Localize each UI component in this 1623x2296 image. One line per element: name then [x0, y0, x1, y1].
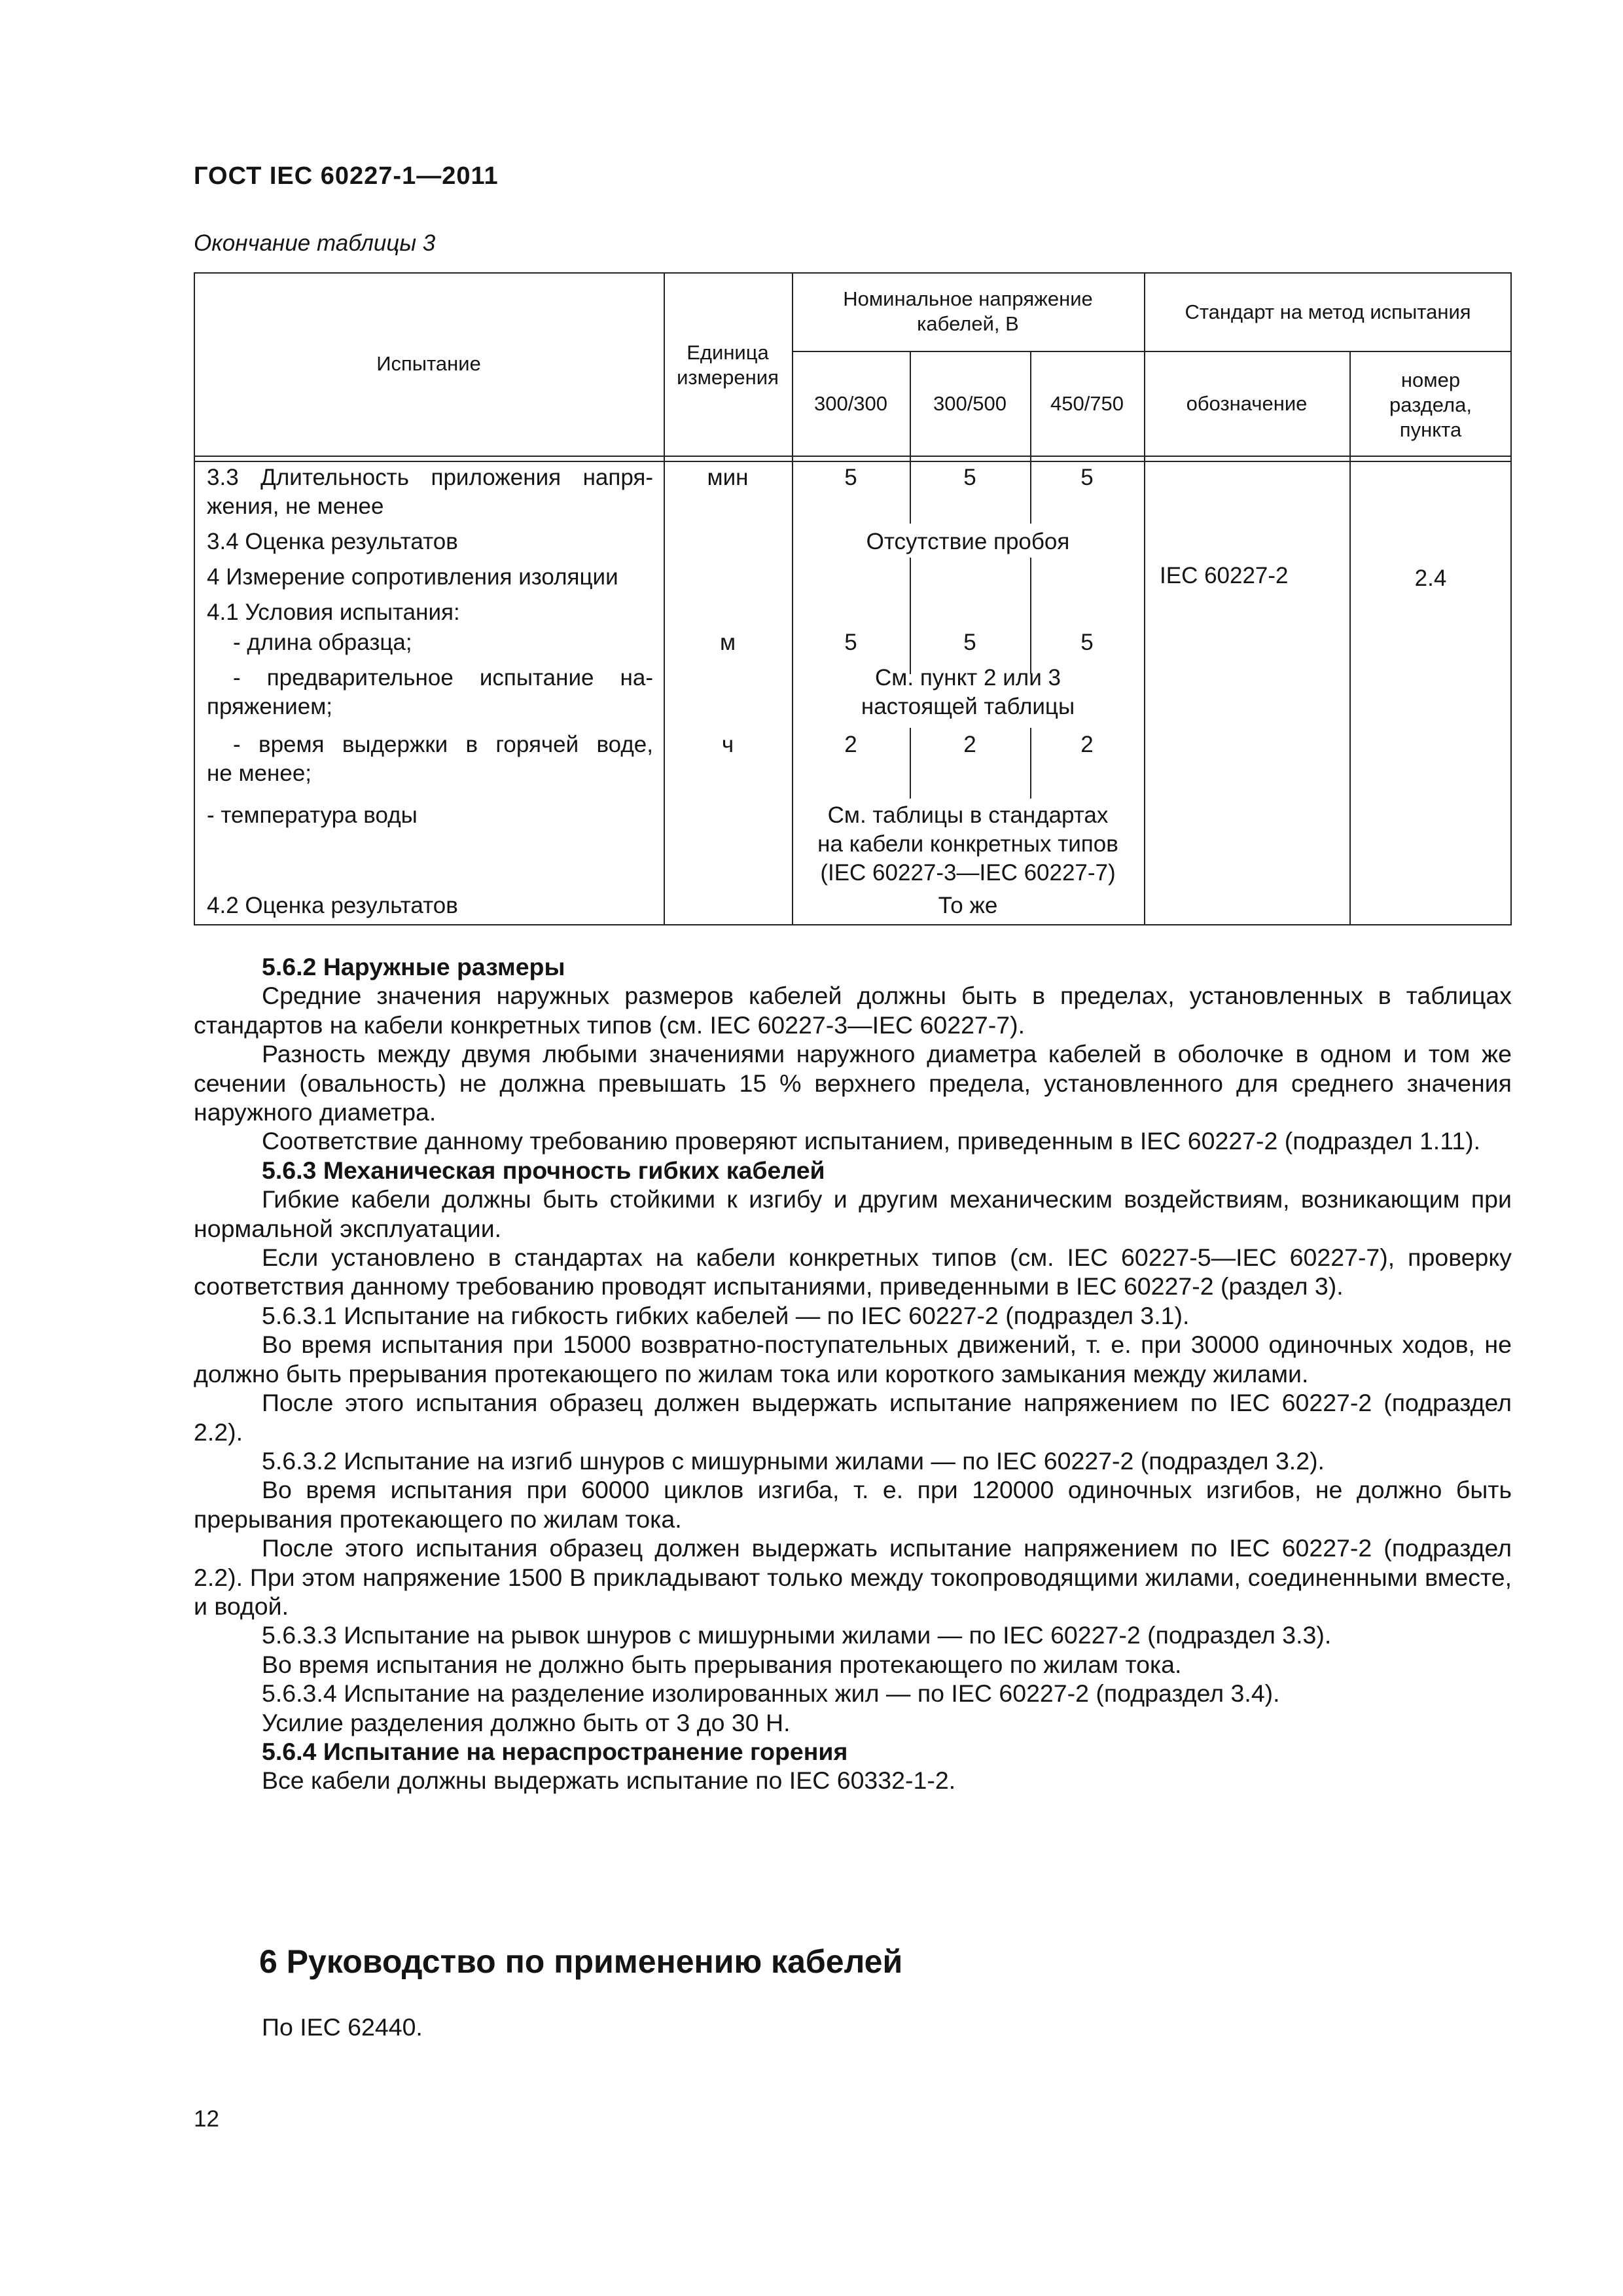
row-value: 2 — [963, 732, 976, 757]
row-label: пряжением; — [207, 694, 332, 719]
table-rule-bottom — [194, 924, 1512, 925]
paragraph: Усилие разделения должно быть от 3 до 30 Н. — [262, 1708, 791, 1736]
row-label: - время выдержки в горячей воде, — [233, 732, 653, 757]
header-section-line: раздела, — [1389, 393, 1472, 416]
document-header: ГОСТ IEC 60227-1—2011 — [194, 162, 499, 190]
table-rule-subheader — [792, 351, 1512, 352]
row-unit: м — [719, 630, 736, 655]
paragraph: Разность между двумя любыми значениями наружного диаметра кабелей в оболочке в одном и том же сечении (овальность) не должна превышать 15 % верхнего предела, установленного для среднего значения наружного диаметра. — [194, 1040, 1512, 1126]
row-merged-value: Отсутствие пробоя — [866, 529, 1070, 554]
row-value: 2 — [1080, 732, 1094, 757]
table-rule-top — [194, 272, 1512, 274]
paragraph: 5.6.3.4 Испытание на разделение изолированных жил — по IEC 60227-2 (подраздел 3.4). — [262, 1679, 1280, 1708]
row-label: жения, не менее — [207, 493, 384, 519]
header-voltage-300-500: 300/500 — [933, 392, 1007, 415]
paragraph: Соответствие данному требованию проверяют испытанием, приведенным в IEC 60227-2 (подраздел 1.11). — [262, 1127, 1481, 1155]
row-label: - длина образца; — [233, 630, 412, 655]
test-table — [194, 272, 1512, 925]
header-standard: Стандарт на метод испытания — [1185, 300, 1471, 323]
row-label: 4 Измерение сопротивления изоляции — [207, 564, 618, 590]
paragraph: Во время испытания при 60000 циклов изгиба, т. е. при 120000 одиночных изгибов, не должно быть прерывания протекающего по жилам тока. — [194, 1476, 1512, 1533]
row-value: 5 — [844, 465, 857, 490]
row-merged-value: То же — [938, 893, 998, 918]
table-rule-col-standard — [1144, 272, 1145, 925]
section-6-text: По IEC 62440. — [262, 2013, 423, 2041]
header-voltage-line: кабелей, В — [917, 312, 1019, 335]
table-rule-header-1 — [194, 456, 1512, 457]
paragraph: 5.6.3.3 Испытание на рывок шнуров с мишурными жилами — по IEC 60227-2 (подраздел 3.3). — [262, 1621, 1332, 1649]
header-test: Испытание — [376, 352, 481, 375]
page-number: 12 — [194, 2106, 219, 2132]
header-voltage — [792, 287, 1144, 336]
paragraph: После этого испытания образец должен выдержать испытание напряжением по IEC 60227-2 (подраздел 2.2). — [194, 1389, 1512, 1446]
row-merged-value: (IEC 60227-3—IEC 60227-7) — [820, 860, 1116, 886]
paragraph: Все кабели должны выдержать испытание по IEC 60332-1-2. — [262, 1767, 956, 1795]
header-unit — [664, 340, 792, 390]
header-voltage-300-300: 300/300 — [813, 392, 888, 415]
row-value: 5 — [844, 630, 857, 655]
row-unit: мин — [707, 465, 749, 490]
row-merged-value: настоящей таблицы — [861, 694, 1075, 719]
body-text — [194, 952, 1512, 1795]
table-rule-header-2 — [194, 461, 1512, 462]
paragraph: Во время испытания не должно быть прерывания протекающего по жилам тока. — [262, 1650, 1182, 1678]
paragraph: Во время испытания при 15000 возвратно-поступательных движений, т. е. при 30000 одиночных ходов, не должно быть прерывания протекающего по жилам тока или короткого замыкания между жилами. — [194, 1331, 1512, 1388]
row-label: - предварительное испытание на- — [233, 665, 653, 691]
section-6-title: 6 Руководство по применению кабелей — [259, 1943, 903, 1980]
row-label: 3.4 Оценка результатов — [207, 529, 458, 554]
header-unit-line: Единица — [687, 341, 769, 364]
row-value: 5 — [1080, 630, 1094, 655]
standard-section: 2.4 — [1414, 565, 1447, 591]
header-unit-line: измерения — [677, 366, 779, 389]
row-merged-value: на кабели конкретных типов — [817, 831, 1118, 857]
header-voltage-line: Номинальное напряжение — [843, 287, 1093, 310]
paragraph: После этого испытания образец должен выдержать испытание напряжением по IEC 60227-2 (подраздел 2.2). При этом напряжение 1500 В прикладывают только между токопроводящими жилами, соединенными вместе, и водой. — [194, 1534, 1512, 1620]
table-caption: Окончание таблицы 3 — [194, 230, 436, 256]
header-section-line: номер — [1400, 368, 1461, 391]
paragraph: 5.6.3.1 Испытание на гибкость гибких кабелей — по IEC 60227-2 (подраздел 3.1). — [262, 1301, 1190, 1329]
header-designation: обозначение — [1186, 392, 1308, 415]
row-merged-value: См. пункт 2 или 3 — [875, 665, 1061, 691]
header-section-number — [1349, 368, 1512, 442]
row-merged-value: См. таблицы в стандартах — [827, 802, 1109, 828]
heading-5-6-3: 5.6.3 Механическая прочность гибких кабелей — [262, 1156, 825, 1184]
standard-designation: IEC 60227-2 — [1160, 563, 1289, 588]
row-label: 4.1 Условия испытания: — [207, 600, 460, 625]
row-value: 2 — [844, 732, 857, 757]
paragraph: Если установлено в стандартах на кабели конкретных типов (см. IEC 60227-5—IEC 60227-7), проверку соответствия данному требованию проводят испытаниями, приведенными в IEC 60227-2 (раздел 3). — [194, 1244, 1512, 1300]
row-label: 4.2 Оценка результатов — [207, 893, 458, 918]
header-voltage-450-750: 450/750 — [1050, 392, 1124, 415]
row-value: 5 — [963, 465, 976, 490]
row-value: 5 — [1080, 465, 1094, 490]
paragraph: Средние значения наружных размеров кабелей должны быть в пределах, установленных в таблицах стандартов на кабели конкретных типов (см. IEC 60227-3—IEC 60227-7). — [194, 982, 1512, 1039]
row-value: 5 — [963, 630, 976, 655]
row-unit: ч — [721, 732, 734, 757]
paragraph: Гибкие кабели должны быть стойкими к изгибу и другим механическим воздействиям, возникающим при нормальной эксплуатации. — [194, 1185, 1512, 1242]
row-label: 3.3 Длительность приложения напря- — [207, 465, 653, 490]
header-section-line: пункта — [1399, 418, 1462, 441]
row-label: не менее; — [207, 761, 312, 786]
heading-5-6-2: 5.6.2 Наружные размеры — [262, 953, 565, 980]
paragraph: 5.6.3.2 Испытание на изгиб шнуров с мишурными жилами — по IEC 60227-2 (подраздел 3.2). — [262, 1446, 1325, 1475]
heading-5-6-4: 5.6.4 Испытание на нераспространение горения — [262, 1737, 848, 1765]
row-label: - температура воды — [207, 802, 418, 828]
